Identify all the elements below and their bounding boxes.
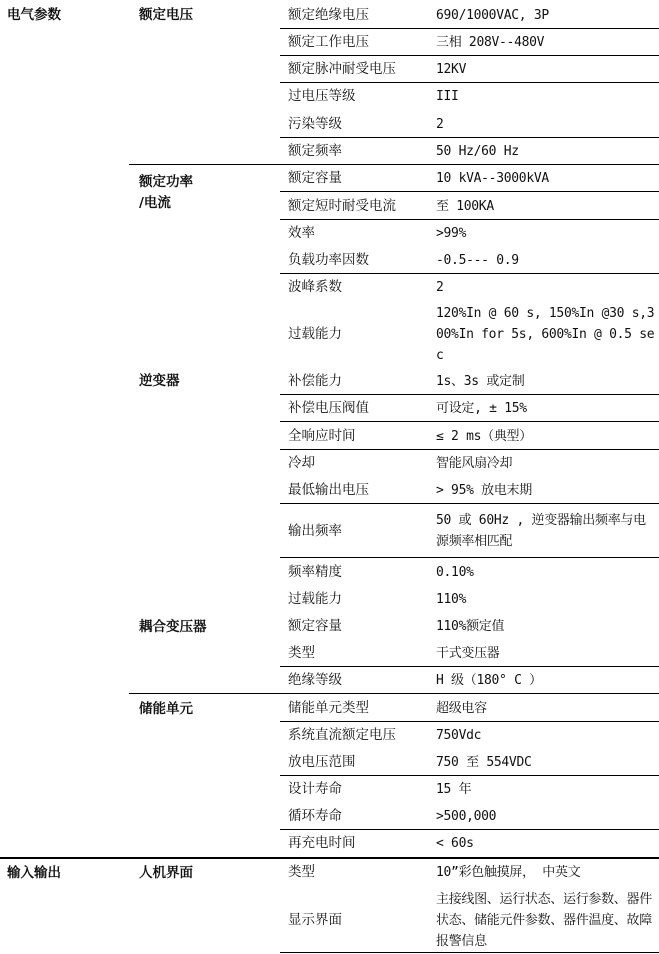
param-name: 类型	[288, 645, 315, 661]
param-value: 智能风扇冷却	[436, 456, 513, 471]
param-name: 补偿电压阀值	[288, 400, 369, 416]
param-value: 超级电容	[436, 700, 487, 716]
param-name: 波峰系数	[288, 279, 342, 295]
row-divider	[280, 557, 659, 558]
param-name: 输出频率	[288, 522, 342, 539]
param-name: 额定脉冲耐受电压	[288, 61, 396, 77]
row-divider	[280, 191, 659, 192]
group-label: 逆变器	[139, 373, 180, 389]
param-value: 可设定, ± 15%	[436, 401, 527, 416]
param-name: 系统直流额定电压	[288, 727, 396, 743]
param-value: >99%	[436, 226, 467, 241]
param-name: 补偿能力	[288, 373, 342, 389]
row-divider	[280, 721, 659, 722]
param-value: 10 kVA--3000kVA	[436, 171, 549, 186]
param-name: 全响应时间	[288, 427, 356, 444]
param-value: 690/1000VAC, 3P	[436, 8, 549, 23]
param-name: 过载能力	[288, 326, 342, 342]
group-label: 额定功率 /电流	[139, 174, 193, 211]
param-value: 120%In @ 60 s, 150%In @30 s,300%In for 5s, 600%In @ 0.5 sec	[436, 306, 655, 363]
param-name: 最低输出电压	[288, 482, 369, 498]
param-name: 负载功率因数	[288, 252, 369, 268]
category-label: 电气参数	[7, 7, 61, 23]
param-value: < 60s	[436, 836, 474, 851]
row-divider	[280, 666, 659, 667]
param-value: 0.10%	[436, 564, 474, 580]
group-label: 储能单元	[139, 701, 193, 717]
group-label: 额定电压	[139, 7, 193, 23]
param-name: 绝缘等级	[288, 672, 342, 688]
param-name: 储能单元类型	[288, 699, 369, 716]
param-value: 110%额定值	[436, 619, 505, 634]
param-name: 额定频率	[288, 143, 342, 159]
param-value: H 级（180° C ）	[436, 673, 542, 688]
param-name: 放电压范围	[288, 754, 356, 770]
param-name: 额定工作电压	[288, 34, 369, 50]
row-divider	[280, 952, 659, 953]
group-divider	[129, 164, 659, 165]
row-divider	[280, 82, 659, 83]
param-name: 额定容量	[288, 618, 342, 634]
param-name: 类型	[288, 864, 315, 880]
param-value: >500,000	[436, 809, 497, 824]
row-divider	[280, 219, 659, 220]
param-value: 主接线图、运行状态、运行参数、器件状态、储能元件参数、器件温度、故障报警信息	[436, 891, 652, 949]
row-divider	[280, 137, 659, 138]
row-divider	[280, 775, 659, 776]
param-value: 三相 208V--480V	[436, 35, 545, 50]
param-value: 50 或 60Hz , 逆变器输出频率与电源频率相匹配	[436, 513, 646, 549]
param-value: 750 至 554VDC	[436, 755, 532, 770]
param-value: 750Vdc	[436, 728, 482, 743]
param-value: 15 年	[436, 782, 472, 797]
group-label: 耦合变压器	[139, 619, 207, 635]
param-name: 设计寿命	[288, 781, 342, 797]
row-divider	[280, 503, 659, 504]
param-name: 显示界面	[288, 911, 342, 928]
param-value: 110%	[436, 592, 467, 607]
param-name: 效率	[288, 225, 315, 241]
param-value: 1s、3s 或定制	[436, 374, 525, 389]
param-name: 冷却	[288, 455, 315, 471]
row-divider	[280, 273, 659, 274]
param-name: 污染等级	[288, 115, 342, 132]
param-value: ≤ 2 ms（典型）	[436, 428, 532, 444]
row-divider	[280, 421, 659, 422]
row-divider	[280, 394, 659, 395]
param-name: 额定容量	[288, 170, 342, 186]
param-value: -0.5--- 0.9	[436, 253, 519, 268]
param-value: 12KV	[436, 62, 467, 77]
param-name: 过载能力	[288, 591, 342, 607]
param-value: > 95% 放电末期	[436, 483, 532, 498]
param-name: 再充电时间	[288, 835, 356, 851]
param-value: 2	[436, 280, 444, 295]
category-divider	[0, 857, 659, 859]
row-divider	[280, 829, 659, 830]
param-value: 10”彩色触摸屏， 中英文	[436, 865, 581, 880]
param-value: 2	[436, 116, 444, 132]
param-value: III	[436, 89, 459, 104]
param-name: 额定短时耐受电流	[288, 197, 396, 214]
param-name: 循环寿命	[288, 808, 342, 824]
row-divider	[280, 55, 659, 56]
row-divider	[280, 449, 659, 450]
param-value: 干式变压器	[436, 646, 500, 661]
param-name: 过电压等级	[288, 88, 356, 104]
group-label: 人机界面	[139, 865, 193, 881]
param-value: 至 100KA	[436, 198, 494, 214]
param-name: 频率精度	[288, 563, 342, 580]
row-divider	[280, 28, 659, 29]
param-name: 额定绝缘电压	[288, 7, 369, 23]
category-label: 输入输出	[7, 865, 61, 881]
group-divider	[129, 693, 659, 694]
param-value: 50 Hz/60 Hz	[436, 144, 519, 159]
